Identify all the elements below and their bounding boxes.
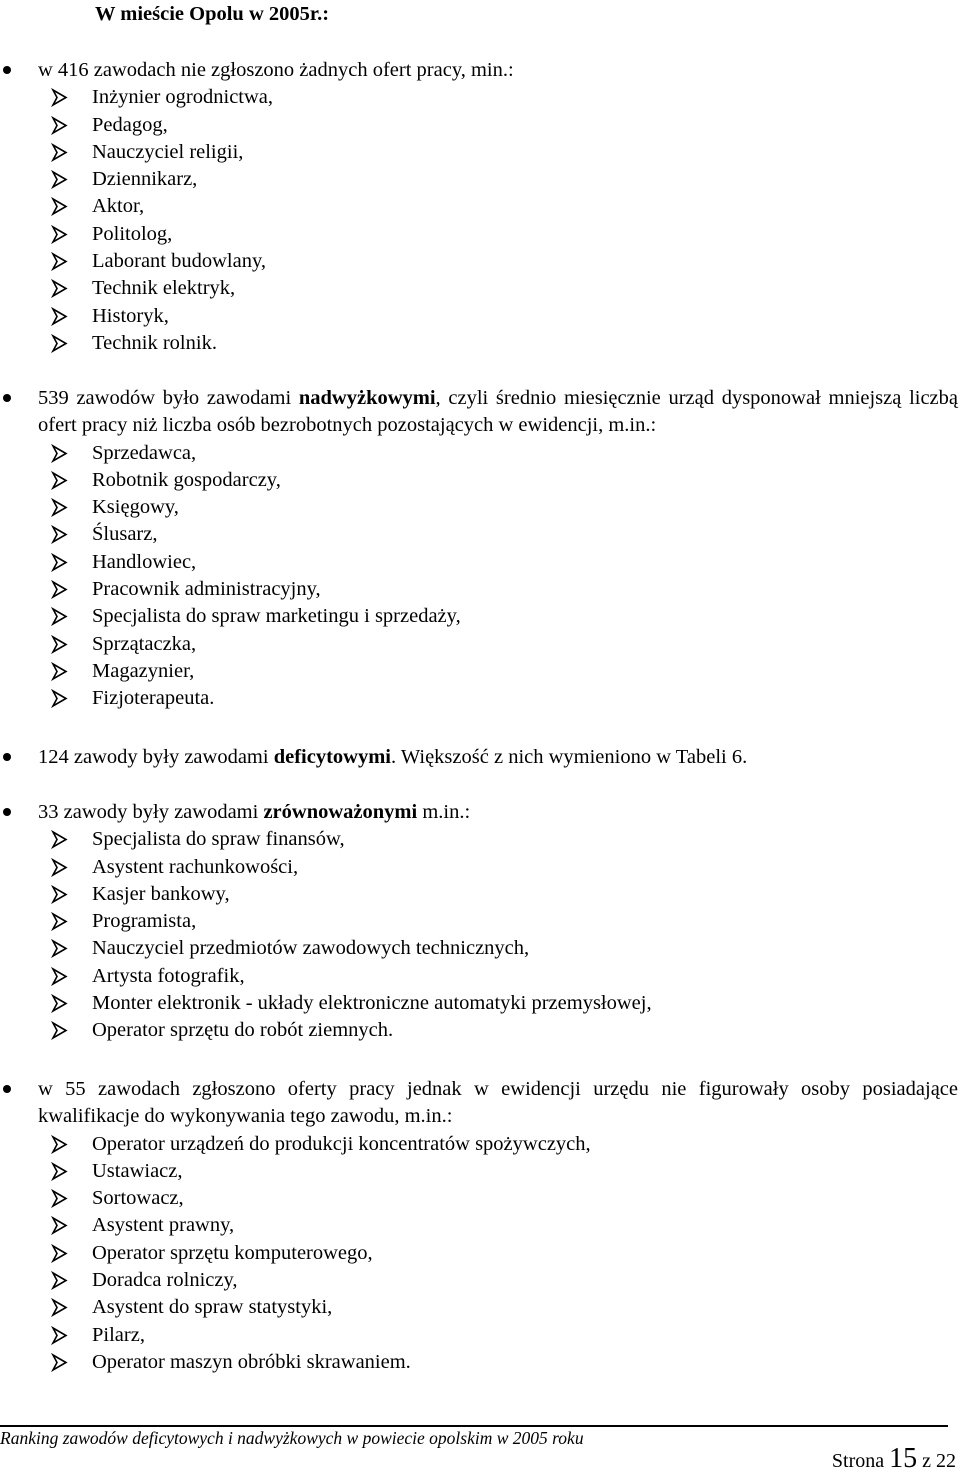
list-item-text: Nauczyciel przedmiotów zawodowych technicznych, [92, 937, 530, 960]
list-item [0, 576, 960, 603]
list-item [0, 603, 960, 630]
arrow-bullet-icon [50, 334, 69, 353]
arrow-list [0, 826, 960, 1044]
arrow-bullet-icon [50, 498, 69, 517]
section-lead: w 55 zawodach zgłoszono oferty pracy jednak w ewidencji urzędu nie figurowały osoby posiadające kwalifikacje do wykonywania tego zawodu, m.in.: [38, 1078, 958, 1128]
list-item-text: Programista, [92, 910, 197, 933]
list-item-text: Politolog, [92, 222, 173, 245]
list-item [0, 1240, 960, 1267]
list-item-text: Księgowy, [92, 496, 179, 519]
arrow-list [0, 440, 960, 713]
list-item-text: Sprzątaczka, [92, 632, 197, 655]
list-item [0, 1212, 960, 1239]
list-item-text: Kasjer bankowy, [92, 882, 230, 905]
list-item [0, 685, 960, 712]
page-heading: W mieście Opolu w 2005r.: [95, 3, 330, 25]
bullet-icon [3, 1085, 11, 1093]
bullet-icon [3, 808, 11, 816]
section-lead [38, 744, 958, 771]
list-item [0, 1185, 960, 1212]
list-item [0, 275, 960, 302]
arrow-bullet-icon [50, 939, 69, 958]
list-item-text: Asystent do spraw statystyki, [92, 1296, 333, 1319]
arrow-list [0, 84, 960, 357]
list-item [0, 166, 960, 193]
arrow-bullet-icon [50, 116, 69, 135]
list-item [0, 854, 960, 881]
bullet-item [0, 799, 960, 826]
arrow-bullet-icon [50, 635, 69, 654]
list-item-text: Doradca rolniczy, [92, 1269, 238, 1292]
section-lead [38, 385, 958, 440]
arrow-bullet-icon [50, 662, 69, 681]
list-item-text: Dziennikarz, [92, 168, 198, 191]
list-item [0, 1158, 960, 1185]
list-item-text: Magazynier, [92, 659, 195, 682]
section-surplus [0, 385, 960, 713]
list-item-text: Technik elektryk, [92, 277, 236, 300]
arrow-bullet-icon [50, 1326, 69, 1345]
lead-text: , czyli średnio miesięcznie urząd dysponował mniejszą liczbą ofert pracy niż liczba osób bezrobotnych pozostających w ewidencji, m.in.: [38, 387, 959, 437]
list-item [0, 303, 960, 330]
arrow-bullet-icon [50, 912, 69, 931]
list-item [0, 248, 960, 275]
list-item [0, 631, 960, 658]
list-item [0, 1131, 960, 1158]
list-item-text: Pilarz, [92, 1323, 145, 1346]
lead-text: m.in.: [417, 801, 471, 823]
list-item-text: Asystent prawny, [92, 1214, 235, 1237]
page-total: 22 [936, 1450, 956, 1472]
list-item-text: Operator sprzętu komputerowego, [92, 1241, 373, 1264]
list-item [0, 658, 960, 685]
bullet-icon [3, 753, 11, 761]
list-item [0, 1349, 960, 1376]
list-item [0, 139, 960, 166]
list-item [0, 1267, 960, 1294]
lead-text: . Większość z nich wymieniono w Tabeli 6. [390, 746, 748, 768]
list-item [0, 1017, 960, 1044]
arrow-bullet-icon [50, 1189, 69, 1208]
list-item-text: Sprzedawca, [92, 441, 197, 464]
arrow-bullet-icon [50, 1162, 69, 1181]
arrow-bullet-icon [50, 197, 69, 216]
arrow-bullet-icon [50, 307, 69, 326]
list-item-text: Operator sprzętu do robót ziemnych. [92, 1019, 394, 1042]
bullet-icon [3, 394, 11, 402]
lead-emphasis: zrównoważonymi [263, 801, 418, 823]
footer-title: Ranking zawodów deficytowych i nadwyżkowych w powiecie opolskim w 2005 roku [0, 1428, 584, 1448]
arrow-bullet-icon [50, 1353, 69, 1372]
list-item [0, 193, 960, 220]
arrow-bullet-icon [50, 525, 69, 544]
list-item [0, 935, 960, 962]
section-deficit [0, 744, 960, 771]
list-item-text: Inżynier ogrodnictwa, [92, 86, 274, 109]
page-current: 15 [889, 1443, 918, 1474]
arrow-bullet-icon [50, 858, 69, 877]
bullet-item [0, 1076, 960, 1131]
list-item-text: Pedagog, [92, 113, 168, 136]
arrow-bullet-icon [50, 1298, 69, 1317]
arrow-bullet-icon [50, 1021, 69, 1040]
arrow-bullet-icon [50, 689, 69, 708]
list-item-text: Aktor, [92, 195, 145, 218]
lead-emphasis: nadwyżkowymi [298, 387, 436, 409]
list-item [0, 963, 960, 990]
arrow-bullet-icon [50, 1135, 69, 1154]
lead-text: 539 zawodów było zawodami [38, 387, 299, 409]
list-item-text: Sortowacz, [92, 1187, 184, 1210]
arrow-bullet-icon [50, 1271, 69, 1290]
list-item-text: Operator maszyn obróbki skrawaniem. [92, 1350, 411, 1373]
list-item [0, 440, 960, 467]
list-item [0, 990, 960, 1017]
list-item [0, 112, 960, 139]
section-no-candidates [0, 1076, 960, 1376]
list-item-text: Nauczyciel religii, [92, 140, 244, 163]
arrow-bullet-icon [50, 143, 69, 162]
list-item [0, 908, 960, 935]
list-item-text: Ustawiacz, [92, 1159, 183, 1182]
page-label: Strona [831, 1450, 885, 1472]
list-item-text: Specjalista do spraw finansów, [92, 828, 345, 851]
list-item-text: Ślusarz, [92, 523, 158, 546]
arrow-bullet-icon [50, 580, 69, 599]
list-item-text: Technik rolnik. [92, 331, 217, 354]
list-item [0, 1322, 960, 1349]
list-item [0, 1294, 960, 1321]
arrow-bullet-icon [50, 885, 69, 904]
list-item-text: Asystent rachunkowości, [92, 855, 299, 878]
arrow-list [0, 1131, 960, 1377]
bullet-icon [3, 66, 11, 74]
arrow-bullet-icon [50, 1244, 69, 1263]
arrow-bullet-icon [50, 830, 69, 849]
list-item-text: Fizjoterapeuta. [92, 687, 215, 710]
list-item [0, 521, 960, 548]
list-item [0, 84, 960, 111]
arrow-bullet-icon [50, 553, 69, 572]
arrow-bullet-icon [50, 170, 69, 189]
list-item-text: Specjalista do spraw marketingu i sprzedaży, [92, 605, 461, 628]
arrow-bullet-icon [50, 967, 69, 986]
page-separator: z [922, 1450, 931, 1472]
section-lead [38, 799, 958, 826]
bullet-item [0, 57, 960, 84]
arrow-bullet-icon [50, 279, 69, 298]
list-item [0, 330, 960, 357]
lead-text: 124 zawody były zawodami [38, 746, 274, 768]
arrow-bullet-icon [50, 252, 69, 271]
section-lead: w 416 zawodach nie zgłoszono żadnych ofert pracy, min.: [38, 59, 514, 81]
list-item [0, 881, 960, 908]
list-item-text: Robotnik gospodarczy, [92, 468, 281, 491]
arrow-bullet-icon [50, 1216, 69, 1235]
list-item-text: Historyk, [92, 304, 169, 327]
list-item-text: Handlowiec, [92, 550, 197, 573]
arrow-bullet-icon [50, 88, 69, 107]
list-item-text: Operator urządzeń do produkcji koncentratów spożywczych, [92, 1132, 591, 1155]
list-item-text: Laborant budowlany, [92, 250, 267, 273]
section-no-offers [0, 57, 960, 357]
lead-text: 33 zawody były zawodami [38, 801, 264, 823]
arrow-bullet-icon [50, 607, 69, 626]
arrow-bullet-icon [50, 994, 69, 1013]
list-item [0, 826, 960, 853]
list-item-text: Monter elektronik - układy elektroniczne automatyki przemysłowej, [92, 992, 652, 1015]
page-number [832, 1444, 956, 1476]
arrow-bullet-icon [50, 225, 69, 244]
list-item [0, 549, 960, 576]
list-item [0, 467, 960, 494]
arrow-bullet-icon [50, 444, 69, 463]
section-balanced [0, 799, 960, 1045]
list-item [0, 494, 960, 521]
list-item-text: Pracownik administracyjny, [92, 578, 321, 601]
arrow-bullet-icon [50, 471, 69, 490]
list-item-text: Artysta fotografik, [92, 964, 245, 987]
list-item [0, 221, 960, 248]
bullet-item [0, 385, 960, 440]
bullet-item [0, 744, 960, 771]
lead-emphasis: deficytowymi [273, 746, 391, 768]
